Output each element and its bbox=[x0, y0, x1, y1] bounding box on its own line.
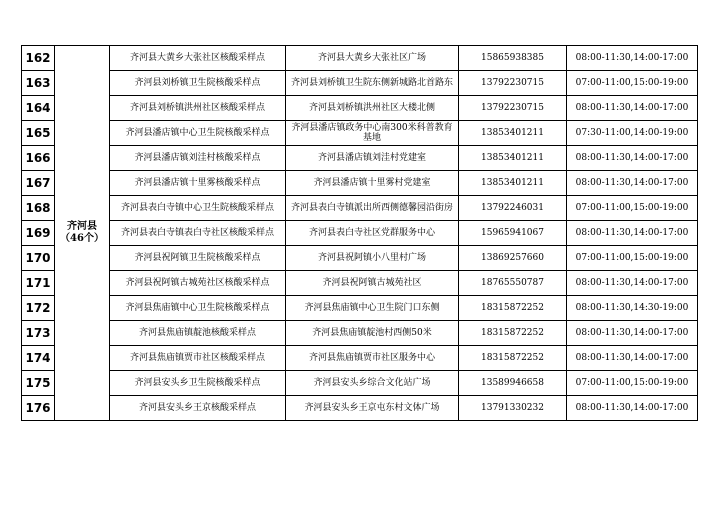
site-address: 齐河县表白寺镇派出所西侧德馨园沿街房 bbox=[286, 196, 459, 221]
contact-phone: 13853401211 bbox=[459, 121, 567, 146]
table-row bbox=[22, 96, 698, 121]
table-row bbox=[22, 46, 698, 71]
contact-phone: 15965941067 bbox=[459, 221, 567, 246]
site-name: 齐河县大黄乡大张社区核酸采样点 bbox=[110, 46, 286, 71]
table-row bbox=[22, 271, 698, 296]
opening-hours: 07:30-11:00,14:00-19:00 bbox=[567, 121, 698, 146]
opening-hours: 08:00-11:30,14:00-17:00 bbox=[567, 46, 698, 71]
opening-hours: 08:00-11:30,14:00-17:00 bbox=[567, 221, 698, 246]
contact-phone: 15865938385 bbox=[459, 46, 567, 71]
site-address: 齐河县表白寺社区党群服务中心 bbox=[286, 221, 459, 246]
site-name: 齐河县刘桥镇洪州社区核酸采样点 bbox=[110, 96, 286, 121]
site-name: 齐河县潘店镇刘洼村核酸采样点 bbox=[110, 146, 286, 171]
site-address: 齐河县祝阿镇古城苑社区 bbox=[286, 271, 459, 296]
table-row bbox=[22, 371, 698, 396]
row-number: 171 bbox=[22, 271, 55, 296]
opening-hours: 08:00-11:30,14:00-17:00 bbox=[567, 271, 698, 296]
contact-phone: 13792230715 bbox=[459, 96, 567, 121]
row-number: 170 bbox=[22, 246, 55, 271]
site-name: 齐河县表白寺镇中心卫生院核酸采样点 bbox=[110, 196, 286, 221]
site-name: 齐河县焦庙镇中心卫生院核酸采样点 bbox=[110, 296, 286, 321]
contact-phone: 18315872252 bbox=[459, 346, 567, 371]
row-number: 168 bbox=[22, 196, 55, 221]
contact-phone: 13589946658 bbox=[459, 371, 567, 396]
contact-phone: 18315872252 bbox=[459, 296, 567, 321]
row-number: 172 bbox=[22, 296, 55, 321]
site-address: 齐河县潘店镇刘洼村党建室 bbox=[286, 146, 459, 171]
site-address: 齐河县焦庙镇贾市社区服务中心 bbox=[286, 346, 459, 371]
row-number: 166 bbox=[22, 146, 55, 171]
county-cell: 齐河县（46个） bbox=[55, 46, 110, 421]
site-address: 齐河县焦庙镇中心卫生院门口东侧 bbox=[286, 296, 459, 321]
opening-hours: 08:00-11:30,14:00-17:00 bbox=[567, 146, 698, 171]
opening-hours: 07:00-11:00,15:00-19:00 bbox=[567, 246, 698, 271]
row-number: 175 bbox=[22, 371, 55, 396]
site-name: 齐河县表白寺镇表白寺社区核酸采样点 bbox=[110, 221, 286, 246]
site-address: 齐河县刘桥镇洪州社区大楼北侧 bbox=[286, 96, 459, 121]
site-name: 齐河县焦庙镇靛池核酸采样点 bbox=[110, 321, 286, 346]
contact-phone: 18765550787 bbox=[459, 271, 567, 296]
site-address: 齐河县潘店镇十里雾村党建室 bbox=[286, 171, 459, 196]
row-number: 164 bbox=[22, 96, 55, 121]
contact-phone: 18315872252 bbox=[459, 321, 567, 346]
opening-hours: 07:00-11:00,15:00-19:00 bbox=[567, 71, 698, 96]
table-row bbox=[22, 396, 698, 421]
row-number: 169 bbox=[22, 221, 55, 246]
site-name: 齐河县潘店镇中心卫生院核酸采样点 bbox=[110, 121, 286, 146]
opening-hours: 07:00-11:00,15:00-19:00 bbox=[567, 196, 698, 221]
opening-hours: 08:00-11:30,14:00-17:00 bbox=[567, 396, 698, 421]
opening-hours: 08:00-11:30,14:00-17:00 bbox=[567, 96, 698, 121]
site-name: 齐河县焦庙镇贾市社区核酸采样点 bbox=[110, 346, 286, 371]
contact-phone: 13853401211 bbox=[459, 146, 567, 171]
row-number: 176 bbox=[22, 396, 55, 421]
opening-hours: 08:00-11:30,14:00-17:00 bbox=[567, 171, 698, 196]
site-name: 齐河县祝阿镇古城苑社区核酸采样点 bbox=[110, 271, 286, 296]
table-row bbox=[22, 221, 698, 246]
site-name: 齐河县潘店镇十里雾核酸采样点 bbox=[110, 171, 286, 196]
site-name: 齐河县祝阿镇卫生院核酸采样点 bbox=[110, 246, 286, 271]
site-name: 齐河县安头乡卫生院核酸采样点 bbox=[110, 371, 286, 396]
site-name: 齐河县刘桥镇卫生院核酸采样点 bbox=[110, 71, 286, 96]
site-address: 齐河县安头乡综合文化站广场 bbox=[286, 371, 459, 396]
contact-phone: 13853401211 bbox=[459, 171, 567, 196]
site-address: 齐河县潘店镇政务中心南300米科普教育基地 bbox=[286, 121, 459, 146]
site-address: 齐河县焦庙镇靛池村西侧50米 bbox=[286, 321, 459, 346]
opening-hours: 08:00-11:30,14:30-19:00 bbox=[567, 296, 698, 321]
table-row bbox=[22, 146, 698, 171]
contact-phone: 13869257660 bbox=[459, 246, 567, 271]
row-number: 167 bbox=[22, 171, 55, 196]
table-row bbox=[22, 171, 698, 196]
contact-phone: 13792246031 bbox=[459, 196, 567, 221]
opening-hours: 08:00-11:30,14:00-17:00 bbox=[567, 346, 698, 371]
table-body bbox=[22, 46, 698, 421]
row-number: 163 bbox=[22, 71, 55, 96]
table-row bbox=[22, 71, 698, 96]
site-address: 齐河县祝阿镇小八里村广场 bbox=[286, 246, 459, 271]
table-row bbox=[22, 346, 698, 371]
contact-phone: 13792230715 bbox=[459, 71, 567, 96]
table-row bbox=[22, 246, 698, 271]
row-number: 162 bbox=[22, 46, 55, 71]
table-row bbox=[22, 121, 698, 146]
site-address: 齐河县大黄乡大张社区广场 bbox=[286, 46, 459, 71]
table-row bbox=[22, 296, 698, 321]
row-number: 165 bbox=[22, 121, 55, 146]
table-row bbox=[22, 196, 698, 221]
table-row bbox=[22, 321, 698, 346]
site-address: 齐河县刘桥镇卫生院东侧新城路北首路东 bbox=[286, 71, 459, 96]
contact-phone: 13791330232 bbox=[459, 396, 567, 421]
testing-sites-table bbox=[21, 45, 698, 421]
row-number: 174 bbox=[22, 346, 55, 371]
row-number: 173 bbox=[22, 321, 55, 346]
opening-hours: 08:00-11:30,14:00-17:00 bbox=[567, 321, 698, 346]
site-address: 齐河县安头乡王京屯东村文体广场 bbox=[286, 396, 459, 421]
site-name: 齐河县安头乡王京核酸采样点 bbox=[110, 396, 286, 421]
opening-hours: 07:00-11:00,15:00-19:00 bbox=[567, 371, 698, 396]
